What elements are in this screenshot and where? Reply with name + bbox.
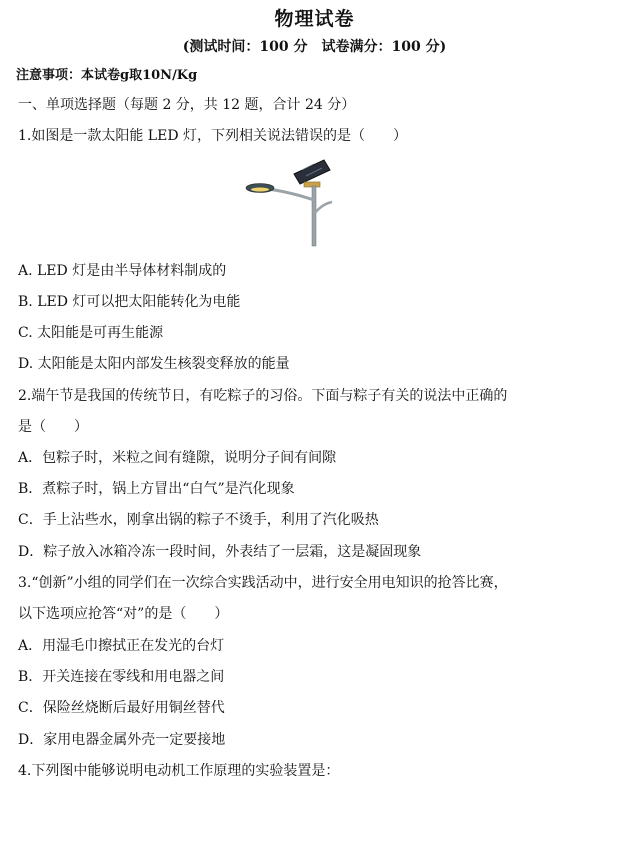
question-1-option-b: B. LED 灯可以把太阳能转化为电能 [18, 294, 241, 310]
question-2-option-b: B．煮粽子时，锅上方冒出“白气”是汽化现象 [18, 481, 295, 497]
question-1-option-c: C. 太阳能是可再生能源 [18, 325, 164, 341]
question-2-stem-line2: 是（ ） [18, 419, 88, 435]
question-3-stem-line1: 3.“创新”小组的同学们在一次综合实践活动中，进行安全用电知识的抢答比赛， [18, 575, 508, 591]
section-heading: 一、单项选择题（每题 2 分，共 12 题，合计 24 分） [18, 97, 356, 113]
exam-note: 注意事项：本试卷g取10N/Kg [16, 68, 198, 83]
solar-street-lamp-icon [244, 158, 340, 248]
question-1-stem: 1.如图是一款太阳能 LED 灯，下列相关说法错误的是（ ） [18, 128, 407, 144]
question-2-stem-line1: 2.端午节是我国的传统节日，有吃粽子的习俗。下面与粽子有关的说法中正确的 [18, 388, 508, 404]
question-3-option-c: C．保险丝烧断后最好用铜丝替代 [18, 700, 225, 716]
question-2-option-d: D．粽子放入冰箱冷冻一段时间，外表结了一层霜，这是凝固现象 [18, 544, 422, 560]
question-4-stem: 4.下列图中能够说明电动机工作原理的实验装置是： [18, 763, 340, 779]
question-3-option-a: A．用湿毛巾擦拭正在发光的台灯 [18, 638, 225, 654]
page-title: 物理试卷 [274, 8, 355, 30]
question-3-option-b: B．开关连接在零线和用电器之间 [18, 669, 225, 685]
question-2-option-a: A．包粽子时，米粒之间有缝隙，说明分子间有间隙 [18, 450, 337, 466]
exam-info: (测试时间：100 分 试卷满分：100 分) [182, 39, 447, 55]
question-2-option-c: C．手上沾些水，刚拿出锅的粽子不烫手，利用了汽化吸热 [18, 512, 379, 528]
question-1-option-d: D. 太阳能是太阳内部发生核裂变释放的能量 [18, 356, 290, 372]
question-3-stem-line2: 以下选项应抢答“对”的是（ ） [18, 606, 229, 622]
question-1-option-a: A. LED 灯是由半导体材料制成的 [18, 263, 227, 279]
question-3-option-d: D．家用电器金属外壳一定要接地 [18, 732, 226, 748]
